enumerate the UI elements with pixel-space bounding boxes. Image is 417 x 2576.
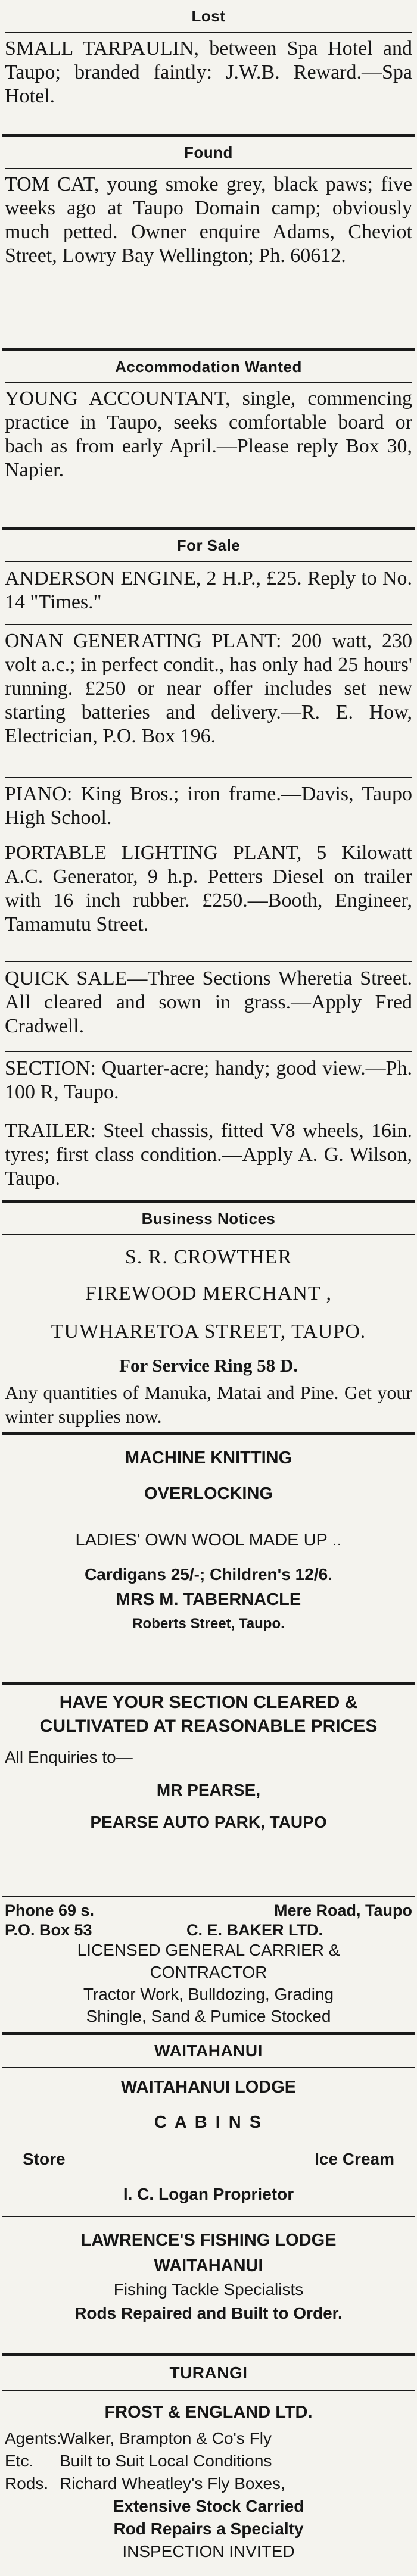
frost-stock: Extensive Stock Carried <box>113 2497 304 2515</box>
for-sale-heading: For Sale <box>176 536 241 554</box>
lodge-cabins: C A B I N S <box>154 2113 263 2132</box>
crowther-address: TUWHARETOA STREET, TAUPO. <box>51 1320 366 1342</box>
frost-row-text: Walker, Brampton & Co's Fly <box>60 2429 272 2447</box>
knitting-title: MACHINE KNITTING <box>125 1448 292 1467</box>
frost-name: FROST & ENGLAND LTD. <box>104 2403 313 2422</box>
sale-ad-trailer: TRAILER: Steel chassis, fitted V8 wheels, 16in. tyres; first class condition.—Apply A. G. Wilson, Taupo. <box>5 1120 412 1189</box>
found-heading: Found <box>184 143 233 161</box>
lodge-services-row <box>5 2141 412 2178</box>
pearse-notice <box>5 1685 412 1896</box>
for-sale-section <box>5 530 412 1200</box>
pearse-road: Mere Road, Taupo <box>273 1901 412 1919</box>
lodge-proprietor: I. C. Logan Proprietor <box>123 2185 294 2203</box>
baker-line1: LICENSED GENERAL CARRIER & <box>77 1941 340 1959</box>
frost-row-etc <box>5 2450 412 2472</box>
accommodation-heading: Accommodation Wanted <box>115 358 302 376</box>
frost-row-label: Rods. <box>5 2474 49 2493</box>
frost-repairs: Rod Repairs a Specialty <box>113 2519 304 2538</box>
crowther-trade: FIREWOOD MERCHANT , <box>85 1282 332 1304</box>
baker-line4: Shingle, Sand & Pumice Stocked <box>86 2007 331 2025</box>
pearse-box: P.O. Box 53 <box>5 1921 92 1939</box>
pearse-box-row <box>5 1921 412 1939</box>
frost-row-text: Richard Wheatley's Fly Boxes, <box>60 2474 285 2493</box>
lodge-name: WAITAHANUI LODGE <box>120 2078 297 2097</box>
divider <box>5 168 412 169</box>
baker-line2: CONTRACTOR <box>150 1963 267 1981</box>
lawrence-name: LAWRENCE'S FISHING LODGE <box>80 2231 337 2250</box>
pearse-phone: Phone 69 s. <box>5 1901 95 1919</box>
sale-ad-section: SECTION: Quarter-acre; handy; good view.—Ph. 100 R, Taupo. <box>5 1057 412 1103</box>
divider <box>5 32 412 33</box>
found-ad: TOM CAT, young smoke grey, black paws; five weeks ago at Taupo Domain camp; obviously much petted. Owner enquire Adams, Cheviot Street, Lowry Bay Wellington; Ph. 60612. <box>5 173 412 267</box>
waitahanui-heading: WAITAHANUI <box>154 2041 263 2060</box>
frost-row-label: Agents: <box>5 2429 61 2447</box>
sale-ad-sections: QUICK SALE—Three Sections Wheretia Street. All cleared and sown in grass.—Apply Fred Cradwell. <box>5 967 412 1037</box>
pearse-name: MR PEARSE, <box>156 1781 261 1799</box>
lawrence-tackle: Fishing Tackle Specialists <box>113 2280 304 2299</box>
lodge-store: Store <box>23 2150 66 2168</box>
crowther-name: S. R. CROWTHER <box>125 1246 292 1268</box>
sale-ad-engine: ANDERSON ENGINE, 2 H.P., £25. Reply to No. 14 "Times." <box>5 567 412 613</box>
knitting-name: MRS M. TABERNACLE <box>116 1590 301 1609</box>
pearse-contact-row <box>5 1900 412 1921</box>
lawrence-rods: Rods Repaired and Built to Order. <box>74 2304 343 2322</box>
knitting-address: Roberts Street, Taupo. <box>132 1616 285 1632</box>
knitting-prices: Cardigans 25/-; Children's 12/6. <box>85 1565 332 1584</box>
knitting-subtitle: OVERLOCKING <box>144 1484 273 1503</box>
baker-name: C. E. BAKER LTD. <box>186 1921 323 1939</box>
waitahanui-lodge-notice <box>5 2068 412 2216</box>
sale-ad-onan: ONAN GENERATING PLANT: 200 watt, 230 volt a.c.; in perfect condit., has only had 25 hours' running. £250 or near offer includes set new starting batteries and delivery.—R. E. How, Electrician, P.O. Box 196. <box>5 630 412 747</box>
business-heading: Business Notices <box>141 1210 276 1228</box>
accommodation-ad: YOUNG ACCOUNTANT, single, commencing practice in Taupo, seeks comfortable board or bach as from early April.—Please reply Box 30, Napier. <box>5 388 412 481</box>
sale-ad-piano: PIANO: King Bros.; iron frame.—Davis, Taupo High School. <box>5 783 412 829</box>
frost-row-agents <box>5 2427 412 2450</box>
crowther-notice <box>5 1235 412 1432</box>
sale-ad-lighting: PORTABLE LIGHTING PLANT, 5 Kilowatt A.C. Generator, 9 h.p. Petters Diesel on trailer with 16 inch rubber. £250.—Booth, Engineer, Tamamutu Street. <box>5 842 412 935</box>
frost-row-label: Etc. <box>5 2452 34 2470</box>
lawrence-place: WAITAHANUI <box>154 2256 263 2275</box>
lawrence-notice <box>5 2217 412 2353</box>
found-section <box>5 137 412 348</box>
crowther-service: For Service Ring 58 D. <box>119 1355 298 1376</box>
knitting-wool: LADIES' OWN WOOL MADE UP .. <box>75 1531 342 1550</box>
accommodation-section <box>5 351 412 527</box>
lost-ad: SMALL TARPAULIN, between Spa Hotel and Taupo; branded faintly: J.W.B. Reward.—Spa Hotel. <box>5 38 412 107</box>
frost-inspection: INSPECTION INVITED <box>122 2542 295 2561</box>
divider <box>5 382 412 383</box>
pearse-park: PEARSE AUTO PARK, TAUPO <box>90 1813 327 1831</box>
crowther-body: Any quantities of Manuka, Matai and Pine. Get your winter supplies now. <box>5 1382 412 1427</box>
frost-row-text: Built to Suit Local Conditions <box>60 2452 272 2470</box>
baker-notice <box>5 1897 412 2032</box>
pearse-title: HAVE YOUR SECTION CLEARED & CULTIVATED AT REASONABLE PRICES <box>39 1693 378 1736</box>
turangi-heading: TURANGI <box>169 2363 248 2382</box>
pearse-enquiries: All Enquiries to— <box>5 1748 133 1766</box>
baker-line3: Tractor Work, Bulldozing, Grading <box>83 1985 334 2003</box>
knitting-notice <box>5 1435 412 1682</box>
frost-england-notice <box>5 2391 412 2576</box>
frost-row-rods <box>5 2472 412 2495</box>
lodge-ice-cream: Ice Cream <box>315 2150 394 2168</box>
lost-section <box>5 0 412 134</box>
lost-heading: Lost <box>191 7 226 25</box>
